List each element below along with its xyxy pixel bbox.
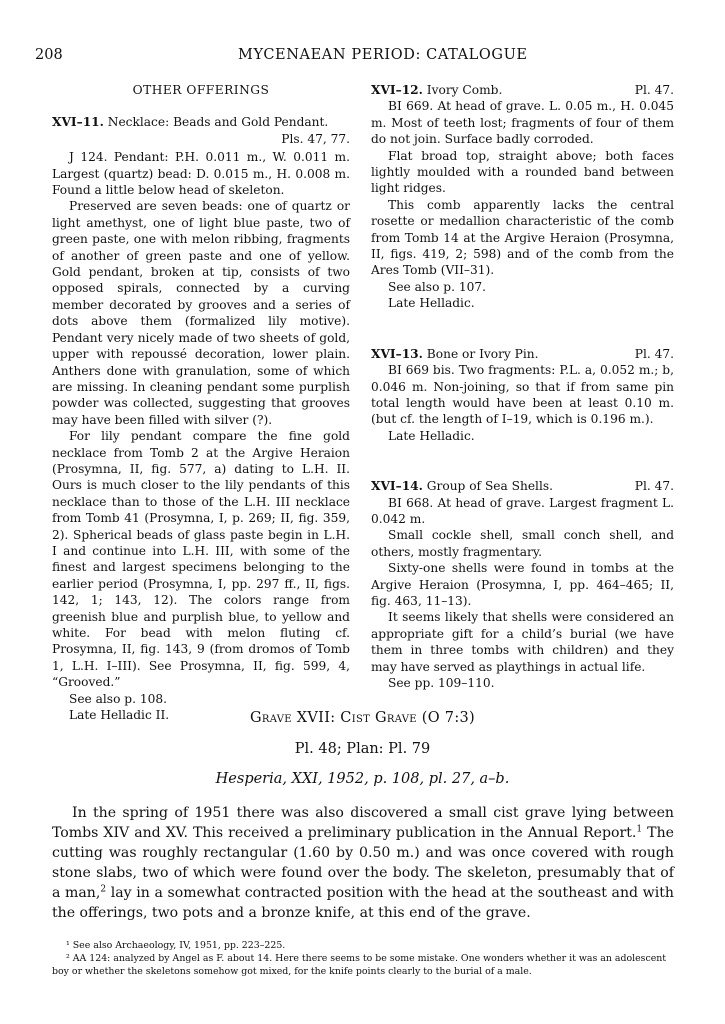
footnote-2: ² AA 124: analyzed by Angel as F. about 14. Here there seems to be some mistake. One wonders whether it was an adolescent boy or whether the skeletons somehow got mixed, for the knife points clearly to the burial of a male. <box>52 953 667 977</box>
paragraph: BI 668. At head of grave. Largest fragment L. 0.042 m. <box>371 495 674 526</box>
entry-plates: Pls. 47, 77. <box>281 131 350 146</box>
paragraph: J 124. Pendant: P.H. 0.011 m., W. 0.011 m. Largest (quartz) bead: D. 0.015 m., H. 0.008 m. Found a little below head of skeleton. <box>52 150 350 198</box>
entry-heading-xvi-11 <box>52 114 350 130</box>
right-column <box>371 82 674 691</box>
entry-id: XVI–14. <box>371 479 423 494</box>
body-text: In the spring of 1951 there was also discovered a small cist grave lying between Tombs XIV and XV. This received a preliminary publication in the Annual Report. <box>52 805 674 841</box>
paragraph: Preserved are seven beads: one of quartz or light amethyst, one of light blue paste, two of green paste, one with melon ribbing, fragments of another of green paste and one of yellow. Gold pendant, broken at tip, consists of two opposed spirals, connected by a curving member decorated by grooves and a series of dots above them (formalized lily motive). Pendant very nicely made of two sheets of gold, upper with repoussé decoration, lower plain. Anthers done with granulation, some of which are missing. In cleaning pendant some purplish powder was collected, suggesting that grooves may have been filled with silver (?). <box>52 199 350 427</box>
entry-id: XVI–13. <box>371 346 423 361</box>
footnotes <box>52 939 682 978</box>
body-text: The cutting was roughly rectangular (1.60 by 0.50 m.) and was once covered with rough stone slabs, two of which were found over the body. The skeleton, presumably that of a man, <box>52 825 674 901</box>
see-also: See also p. 108. <box>69 691 167 706</box>
grave-description <box>52 803 674 923</box>
entry-plate: Pl. 47. <box>634 346 674 361</box>
entry-title: Ivory Comb. <box>426 83 503 97</box>
footnote-ref[interactable]: 1 <box>636 824 643 835</box>
body-text: lay in a somewhat contracted position with the head at the southeast and with the offerings, two pots and a bronze knife, at this end of the grave. <box>52 885 674 921</box>
entry-heading-xvi-14 <box>371 478 674 494</box>
paragraph: Small cockle shell, small conch shell, and others, mostly fragmentary. <box>371 528 674 559</box>
entry-title: Group of Sea Shells. <box>426 479 553 494</box>
entry-id: XVI–12. <box>371 83 423 97</box>
period: Late Helladic. <box>388 296 475 311</box>
grave-reference: Hesperia, XXI, 1952, p. 108, pl. 27, a–b. <box>215 771 510 787</box>
period: Late Helladic. <box>388 428 475 443</box>
paragraph: BI 669 bis. Two fragments: P.L. a, 0.052 m.; b, 0.046 m. Non-joining, so that if from same pin total length would have been at least 0.10 m. (but cf. the length of I–19, which is 0.196 m.). <box>371 363 674 427</box>
entry-plate: Pl. 47. <box>634 83 674 97</box>
section-title: OTHER OFFERINGS <box>132 83 270 97</box>
entry-title: Bone or Ivory Pin. <box>426 346 539 361</box>
entry-heading-xvi-13 <box>371 346 674 362</box>
footnote-1: ¹ See also Archaeology, IV, 1951, pp. 223–225. <box>66 940 286 951</box>
grave-title: Grave XVII: Cist Grave (O 7:3) <box>250 710 475 726</box>
paragraph: Flat broad top, straight above; both faces lightly moulded with a rounded band between light ridges. <box>371 148 674 196</box>
footnote-ref[interactable]: 2 <box>100 884 107 895</box>
paragraph: For lily pendant compare the fine gold necklace from Tomb 2 at the Argive Heraion (Prosymna, II, fig. 577, a) dating to L.H. II. Ours is much closer to the lily pendants of this necklace than to those of the L.H. III necklace from Tomb 41 (Prosymna, I, p. 269; II, fig. 359, 2). Spherical beads of glass paste begin in L.H. I and continue into L.H. III, with some of the finest and largest specimens belonging to the earlier period (Prosymna, I, pp. 297 ff., II, figs. 142, 1; 143, 12). The colors range from greenish blue and purplish blue, to yellow and white. For bead with melon fluting cf. Prosymna, II, fig. 143, 9 (from dromos of Tomb 1, L.H. I–III). See Prosymna, II, fig. 599, 4, “Grooved.” <box>52 429 350 690</box>
entry-id: XVI–11. <box>52 115 104 130</box>
paragraph: This comb apparently lacks the central rosette or medallion characteristic of the comb from Tomb 14 at the Argive Heraion (Prosymna, II, figs. 419, 2; 598) and of the comb from the Ares Tomb (VII–31). <box>371 197 674 278</box>
paragraph: BI 669. At head of grave. L. 0.05 m., H. 0.045 m. Most of teeth lost; fragments of four of them do not join. Surface badly corroded. <box>371 99 674 147</box>
page-number: 208 <box>35 47 63 63</box>
see-also: See also p. 107. <box>388 279 486 294</box>
paragraph: It seems likely that shells were considered an appropriate gift for a child’s burial (we have them in three tombs with children) and they may have served as playthings in actual life. <box>371 610 674 674</box>
entry-plate: Pl. 47. <box>634 479 674 494</box>
see-also: See pp. 109–110. <box>388 676 495 690</box>
left-column <box>52 82 350 723</box>
running-head: MYCENAEAN PERIOD: CATALOGUE <box>238 47 528 63</box>
entry-title: Necklace: Beads and Gold Pendant. <box>107 115 329 130</box>
paragraph: Sixty-one shells were found in tombs at the Argive Heraion (Prosymna, I, pp. 464–465; II, fig. 463, 11–13). <box>371 561 674 608</box>
grave-plates: Pl. 48; Plan: Pl. 79 <box>294 741 431 757</box>
period: Late Helladic II. <box>69 708 170 723</box>
entry-heading-xvi-12 <box>371 82 674 98</box>
